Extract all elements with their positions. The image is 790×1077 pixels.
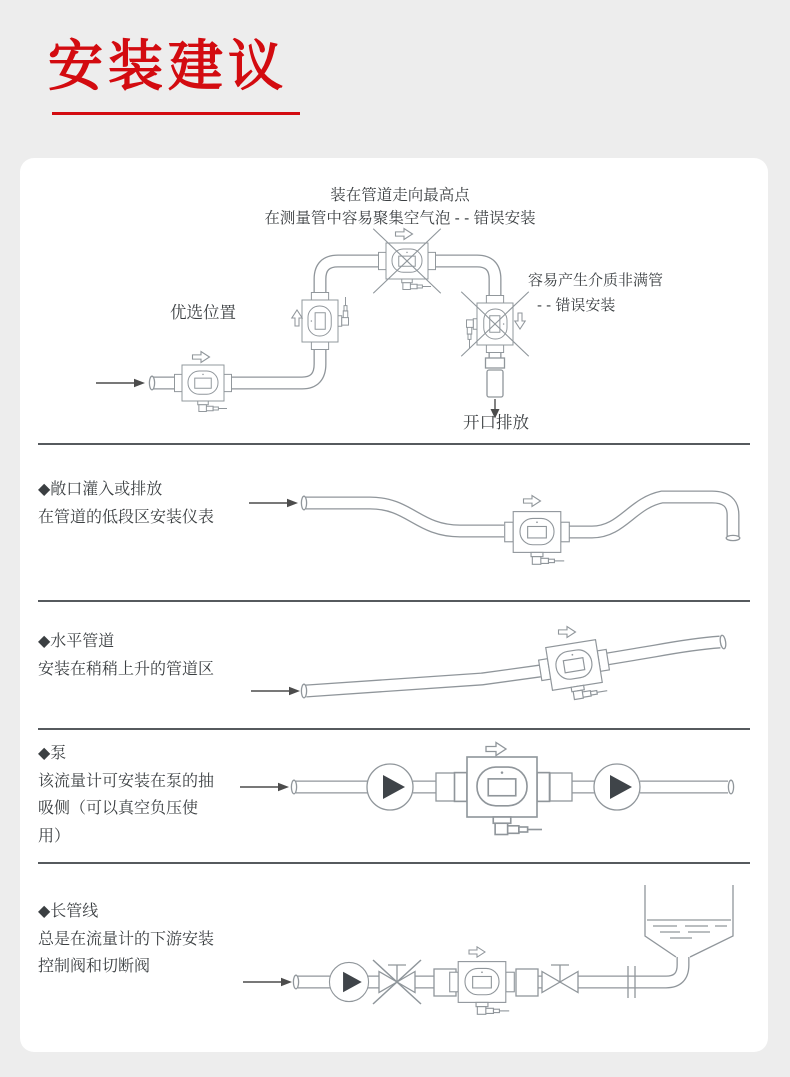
section-text	[38, 898, 214, 981]
inflow-arrow	[249, 499, 298, 507]
pump-icon	[594, 764, 640, 810]
valve-icon	[542, 965, 578, 993]
pipe-open-end	[149, 376, 154, 390]
flow-meter	[450, 962, 515, 1015]
pipe-coupling	[516, 969, 538, 996]
tank-liquid	[647, 920, 731, 938]
flow-meter	[302, 293, 349, 350]
section-pump	[20, 728, 768, 862]
pipe-open-end	[301, 496, 306, 510]
top-diagram-section	[20, 158, 768, 443]
pipe-open-end	[726, 535, 740, 540]
pipe-open-end	[301, 684, 306, 698]
inflow-arrow	[240, 783, 289, 791]
discharge-nozzle	[487, 370, 503, 397]
section-open-filling	[20, 443, 768, 600]
inflow-arrow	[243, 978, 292, 986]
section-body: 在管道的低段区安装仪表	[38, 508, 215, 526]
section-body: 安装在稍稍上升的管道区	[38, 660, 215, 678]
note-line: 装在管道走向最高点	[330, 187, 470, 204]
flow-direction-arrow	[486, 743, 506, 756]
flow-meter	[455, 757, 550, 835]
flow-meter	[379, 243, 436, 290]
open-discharge-label: 开口排放	[463, 414, 529, 432]
tank	[645, 885, 733, 957]
pipe-coupling	[486, 358, 505, 368]
valve-icon	[379, 965, 415, 993]
note-line: 容易产生介质非满管	[528, 272, 664, 289]
section-body: 总是在流量计的下游安装控制阀和切断阀	[38, 930, 215, 975]
pipe-coupling	[550, 773, 572, 801]
pipe-open-end	[728, 780, 733, 794]
note-line: 在测量管中容易聚集空气泡 - - 错误安装	[264, 210, 536, 227]
section-heading: ◆敞口灌入或排放	[38, 481, 163, 498]
high-point-note	[220, 184, 580, 230]
section-text	[38, 476, 214, 531]
inflow-arrow	[251, 687, 300, 695]
section-heading: ◆长管线	[38, 903, 99, 920]
inflow-arrow	[96, 379, 145, 387]
pipe-open-end	[719, 635, 726, 649]
flow-meter	[505, 512, 570, 565]
section-horizontal-pipe	[20, 600, 768, 728]
pump-icon	[329, 962, 368, 1001]
flow-meter	[175, 365, 232, 412]
pipeline	[306, 642, 720, 691]
pipe-open-end	[293, 975, 298, 989]
partial-pipe-note	[528, 268, 663, 318]
preferred-position-label: 优选位置	[170, 304, 236, 322]
note-line: - - 错误安装	[537, 297, 616, 314]
section-long-pipeline	[20, 862, 768, 1052]
section-heading: ◆泵	[38, 745, 67, 762]
pipe-open-end	[291, 780, 296, 794]
flow-direction-arrow	[292, 310, 302, 326]
section-text	[38, 740, 214, 850]
title-underline	[52, 112, 300, 115]
flow-direction-arrow	[469, 947, 485, 957]
pump-icon	[367, 764, 413, 810]
flow-direction-arrow	[559, 626, 576, 637]
flow-direction-arrow	[515, 313, 525, 329]
flow-direction-arrow	[524, 495, 541, 506]
section-text	[38, 628, 214, 683]
flow-direction-arrow	[193, 351, 210, 362]
page-title: 安装建议	[48, 35, 289, 97]
content-card	[20, 158, 768, 1052]
flow-direction-arrow	[396, 228, 413, 239]
section-heading: ◆水平管道	[38, 633, 115, 650]
section-body: 该流量计可安装在泵的抽吸侧（可以真空负压使用）	[38, 772, 215, 845]
flow-meter	[537, 638, 613, 704]
